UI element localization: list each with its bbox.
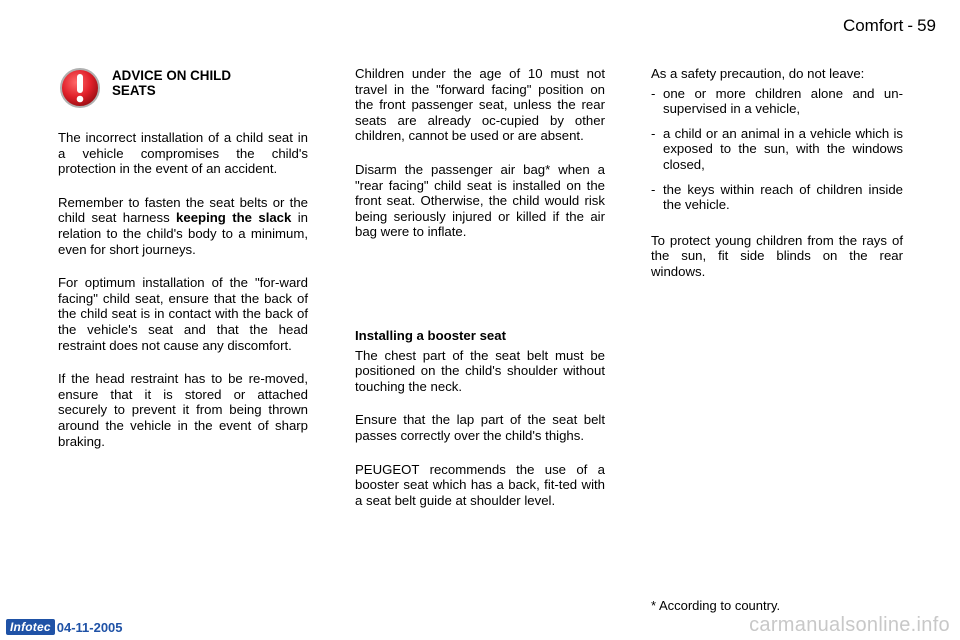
paragraph-seat-belts-a: Remember to fasten the seat belts or the child seat harness	[58, 194, 308, 226]
list-dash: -	[651, 85, 656, 101]
warning-title	[112, 66, 231, 98]
subheading-booster-seat: Installing a booster seat	[355, 327, 506, 343]
paragraph-head-restraint: If the head restraint has to be re-moved, ensure that it is stored or attached securely to prevent it from being thrown around the vehicle in the event of sharp braking.	[58, 371, 308, 449]
page-header	[843, 16, 936, 36]
footer	[6, 619, 123, 635]
list-item	[651, 182, 903, 213]
list-item-text: a child or an animal in a vehicle which is exposed to the sun, with the windows closed,	[663, 125, 903, 172]
paragraph-air-bag: Disarm the passenger air bag* when a "rear facing" child seat is installed on the front seat. Otherwise, the child would risk being seriously injured or killed if the air bag were to inflate.	[355, 161, 605, 240]
list-item-text: one or more children alone and un-supervised in a vehicle,	[663, 85, 903, 117]
page-number: 59	[917, 16, 936, 35]
paragraph-children-age: Children under the age of 10 must not travel in the "forward facing" position on the front passenger seat, unless the rear seats are already oc-cupied by other children, cannot be used or are absent.	[355, 66, 605, 144]
exclamation-icon	[58, 66, 102, 110]
paragraph-seat-belts-b: in relation to the child's body to a minimum, even for short journeys.	[58, 210, 308, 257]
paragraph-lap-belt: Ensure that the lap part of the seat belt passes correctly over the child's thighs.	[355, 412, 605, 443]
safety-intro: As a safety precaution, do not leave:	[651, 66, 865, 81]
list-item	[651, 126, 903, 173]
paragraph-seat-belts	[58, 195, 308, 257]
list-dash: -	[651, 125, 656, 141]
list-item-text: the keys within reach of children inside the vehicle.	[663, 181, 903, 213]
list-dash: -	[651, 181, 656, 197]
paragraph-peugeot-recommends: PEUGEOT recommends the use of a booster seat which has a back, fit-ted with a seat belt guide at shoulder level.	[355, 461, 605, 508]
section-title: Comfort	[842, 16, 904, 35]
paragraph-installation: The incorrect installation of a child seat in a vehicle compromises the child's protection in the event of an accident.	[58, 130, 308, 177]
paragraph-sun-blinds: To protect young children from the rays of the sun, fit side blinds on the rear windows.	[651, 232, 903, 279]
list-item	[651, 86, 903, 117]
warning-title-line-2: SEATS	[112, 83, 156, 98]
footer-date: 04-11-2005	[56, 619, 123, 635]
paragraph-forward-facing: For optimum installation of the "for-ward facing" child seat, ensure that the back of the child seat is in contact with the back of the vehicle's seat and that the head restraint does not cause any discomfort.	[58, 275, 308, 353]
column-2	[355, 66, 605, 526]
infotec-logo: Infotec	[6, 619, 55, 635]
warning-title-line-1: ADVICE ON CHILD	[112, 68, 232, 83]
safety-list	[651, 86, 903, 213]
warning-block	[58, 66, 308, 110]
column-3	[651, 66, 903, 298]
column-1	[58, 66, 308, 467]
paragraph-seat-belts-bold: keeping the slack	[176, 210, 292, 226]
watermark: carmanualsonline.info	[749, 614, 950, 636]
footnote: * According to country.	[651, 598, 781, 613]
paragraph-chest-belt: The chest part of the seat belt must be positioned on the child's shoulder without touching the neck.	[355, 347, 605, 394]
header-separator: -	[907, 16, 914, 35]
